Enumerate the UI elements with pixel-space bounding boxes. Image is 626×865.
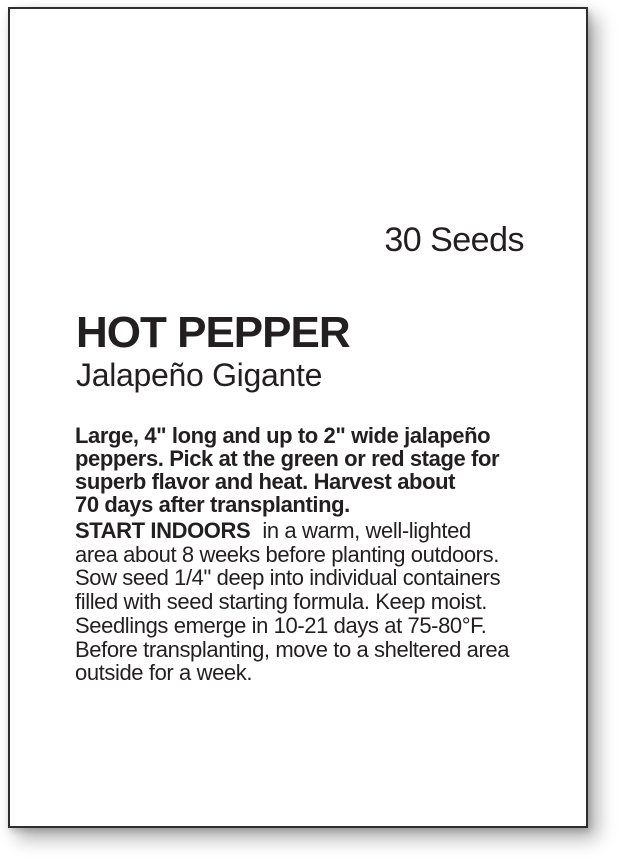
seed-count-label: 30 Seeds	[384, 221, 524, 259]
instructions-line-text: in a warm, well-lighted	[262, 518, 471, 543]
seed-packet	[8, 7, 588, 828]
description-line: peppers. Pick at the green or red stage for	[75, 446, 500, 471]
description-line: Large, 4" long and up to 2" wide jalapeño	[75, 423, 491, 448]
variety-name: Jalapeño Gigante	[76, 357, 323, 393]
instructions-line: outside for a week.	[75, 660, 253, 686]
description-line: 70 days after transplanting.	[75, 492, 350, 517]
instructions-line: Before transplanting, move to a sheltered area	[75, 636, 510, 662]
instructions-line: Sow seed 1/4" deep into individual containers	[75, 565, 501, 591]
instructions-line: Seedlings emerge in 10-21 days at 75-80°F.	[75, 612, 487, 638]
description-paragraph	[75, 424, 580, 516]
start-indoors-heading: START INDOORS	[75, 518, 251, 543]
instructions-line: area about 8 weeks before planting outdoors.	[75, 541, 499, 567]
packet-title: HOT PEPPER	[76, 308, 350, 357]
instructions-paragraph	[75, 519, 580, 685]
instructions-line	[75, 519, 580, 543]
instructions-line: filled with seed starting formula. Keep moist.	[75, 589, 488, 615]
description-line: superb flavor and heat. Harvest about	[75, 469, 456, 494]
